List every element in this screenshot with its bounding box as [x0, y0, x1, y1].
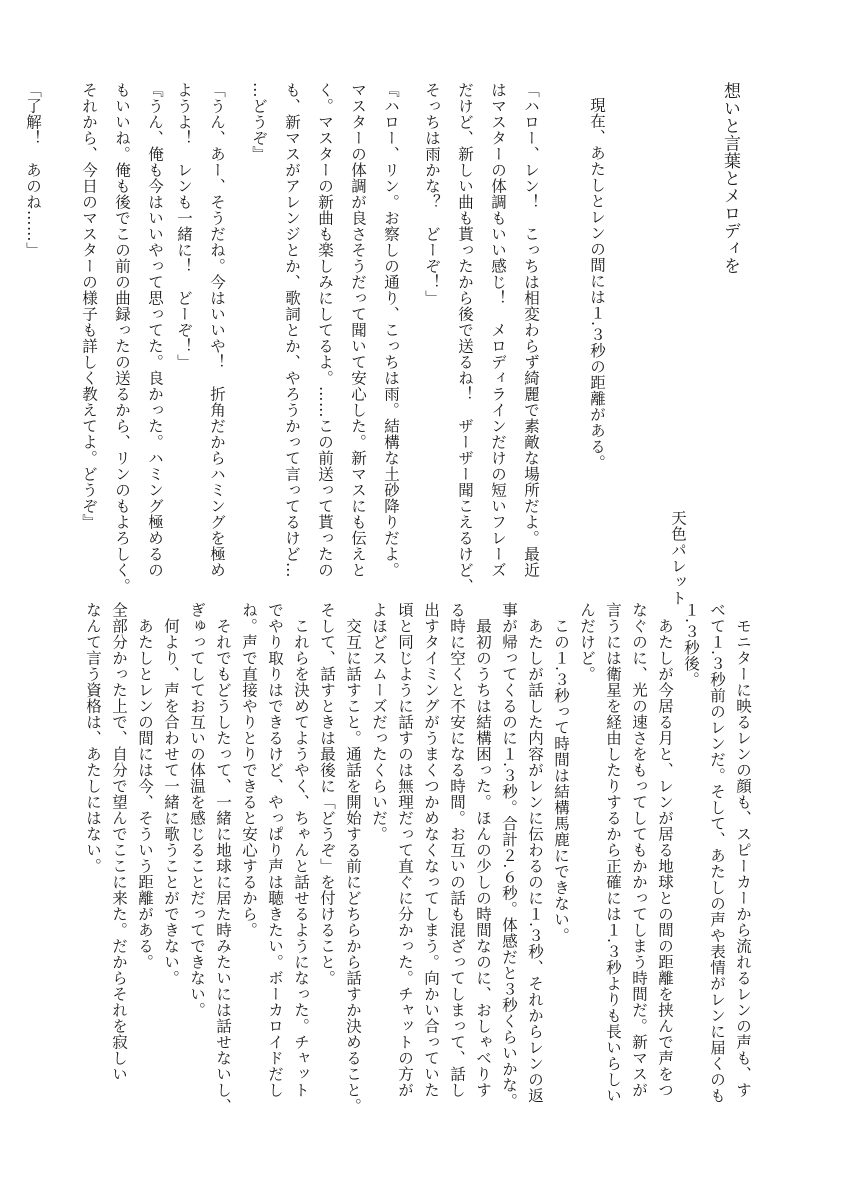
text-line: 『ハロー、リン。お察しの通り、こっちは雨。結構な土砂降りだよ。	[382, 82, 400, 578]
text-line: なぐのに、光の速さをもってしてもかかってしまう時間だ。新マスが	[630, 602, 648, 1098]
text-line: 「うん、あー、そうだね。今はいいや！ 折角だからハミングを極め	[208, 82, 226, 578]
text-line: 「了解！ あのね……」	[24, 82, 42, 258]
text-line: あたしが今居る月と、レンが居る地球との間の距離を挟んで声をつ	[656, 618, 674, 1098]
text-line: 「ハロー、レン！ こっちは相変わらず綺麗で素敵な場所だよ。最近	[522, 82, 540, 578]
text-line: １.３秒後。	[682, 602, 700, 688]
text-line: も、新マスがアレンジとか、歌詞とか、やろうかって言ってるけど…	[283, 82, 301, 578]
text-line: る時に空くと不安になる時間。お互いの話も混ざってしまって、話し	[448, 602, 466, 1098]
text-line: そして、話すときは最後に「どうぞ」を付けること。	[318, 602, 336, 986]
text-line: 全部分かった上で、自分で望んでここに来た。だからそれを寂しい	[110, 602, 128, 1082]
running-head: 天色パレット	[669, 510, 687, 606]
text-line: もいいね。俺も後でこの前の曲録ったの送るから、リンのもよろしく。	[113, 82, 131, 594]
text-line: ぎゅってしてお互いの体温を感じることだってできない。	[188, 602, 206, 1018]
text-line: 言うには衛星を経由したりするから正確には１.３秒よりも長いらしい	[604, 602, 622, 1104]
text-line: マスターの体調が良さそうだって聞いて安心した。新マスにも伝えと	[349, 82, 367, 578]
text-line: んだけど。	[578, 602, 596, 682]
text-line: 頃と同じように話すのは無理だって直ぐに分かった。チャットの方が	[396, 602, 414, 1098]
text-line: はマスターの体調もいい感じ！ メロディラインだけの短いフレーズ	[489, 82, 507, 578]
text-line: 出すタイミングがうまくつかめなくなってしまう。向かい合っていた	[422, 602, 440, 1098]
text-line: 『うん、俺も今はいいやって思ってた。良かった。ハミング極めるの	[146, 82, 164, 578]
chapter-title: 想いと言葉とメロディを	[720, 82, 740, 275]
text-line: 現在、あたしとレンの間には１.３秒の距離がある。	[588, 97, 606, 471]
text-line: そっちは雨かな？ どーぞ！」	[423, 82, 441, 306]
text-line: く。マスターの新曲も楽しみにしてるよ。……この前送って貰ったの	[316, 82, 334, 578]
text-line: 最初のうちは結構困った。ほんの少しの時間なのに、おしゃべりす	[474, 618, 492, 1098]
text-line: それから、今日のマスターの様子も詳しく教えてよ。どうぞ』	[80, 82, 98, 530]
text-line: 事が帰ってくるのに１.３秒。合計２.６秒。体感だと３秒くらいかな。	[500, 602, 518, 1109]
text-line: あたしとレンの間には今、そういう距離がある。	[136, 618, 154, 970]
text-line: …どうぞ』	[250, 82, 268, 162]
text-line: 交互に話すこと。通話を開始する前にどちらから話すか決めること。	[344, 618, 362, 1114]
text-line: ようよ！ レンも一緒に！ どーぞ！」	[175, 82, 193, 370]
text-line: これらを決めてようやく、ちゃんと話せるようになった。チャット	[292, 618, 310, 1098]
text-line: だけど、新しい曲も貰ったから後で送るね！ ザーザー聞こえるけど、	[456, 82, 474, 594]
text-line: それでもどうしたって、一緒に地球に居た時みたいには話せないし、	[214, 618, 232, 1114]
text-line: ね。声で直接やりとりできると安心するから。	[240, 602, 258, 938]
text-line: あたしが話した内容がレンに伝わるのに１.３秒、それからレンの返	[526, 618, 544, 1104]
text-line: この１.３秒って時間は結構馬鹿にできない。	[552, 618, 570, 944]
text-line: でやり取りはできるけど、やっぱり声は聴きたい。ボーカロイドだし	[266, 602, 284, 1098]
text-line: よほどスムーズだったくらいだ。	[370, 602, 388, 842]
text-line: べて１.３秒前のレンだ。そして、あたしの声や表情がレンに届くのも	[708, 602, 726, 1104]
text-line: モニターに映るレンの顔も、スピーカーから流れるレンの声も、す	[734, 618, 752, 1098]
text-line: なんて言う資格は、あたしにはない。	[84, 602, 102, 874]
text-line: 何より、声を合わせて一緒に歌うことができない。	[162, 618, 180, 986]
